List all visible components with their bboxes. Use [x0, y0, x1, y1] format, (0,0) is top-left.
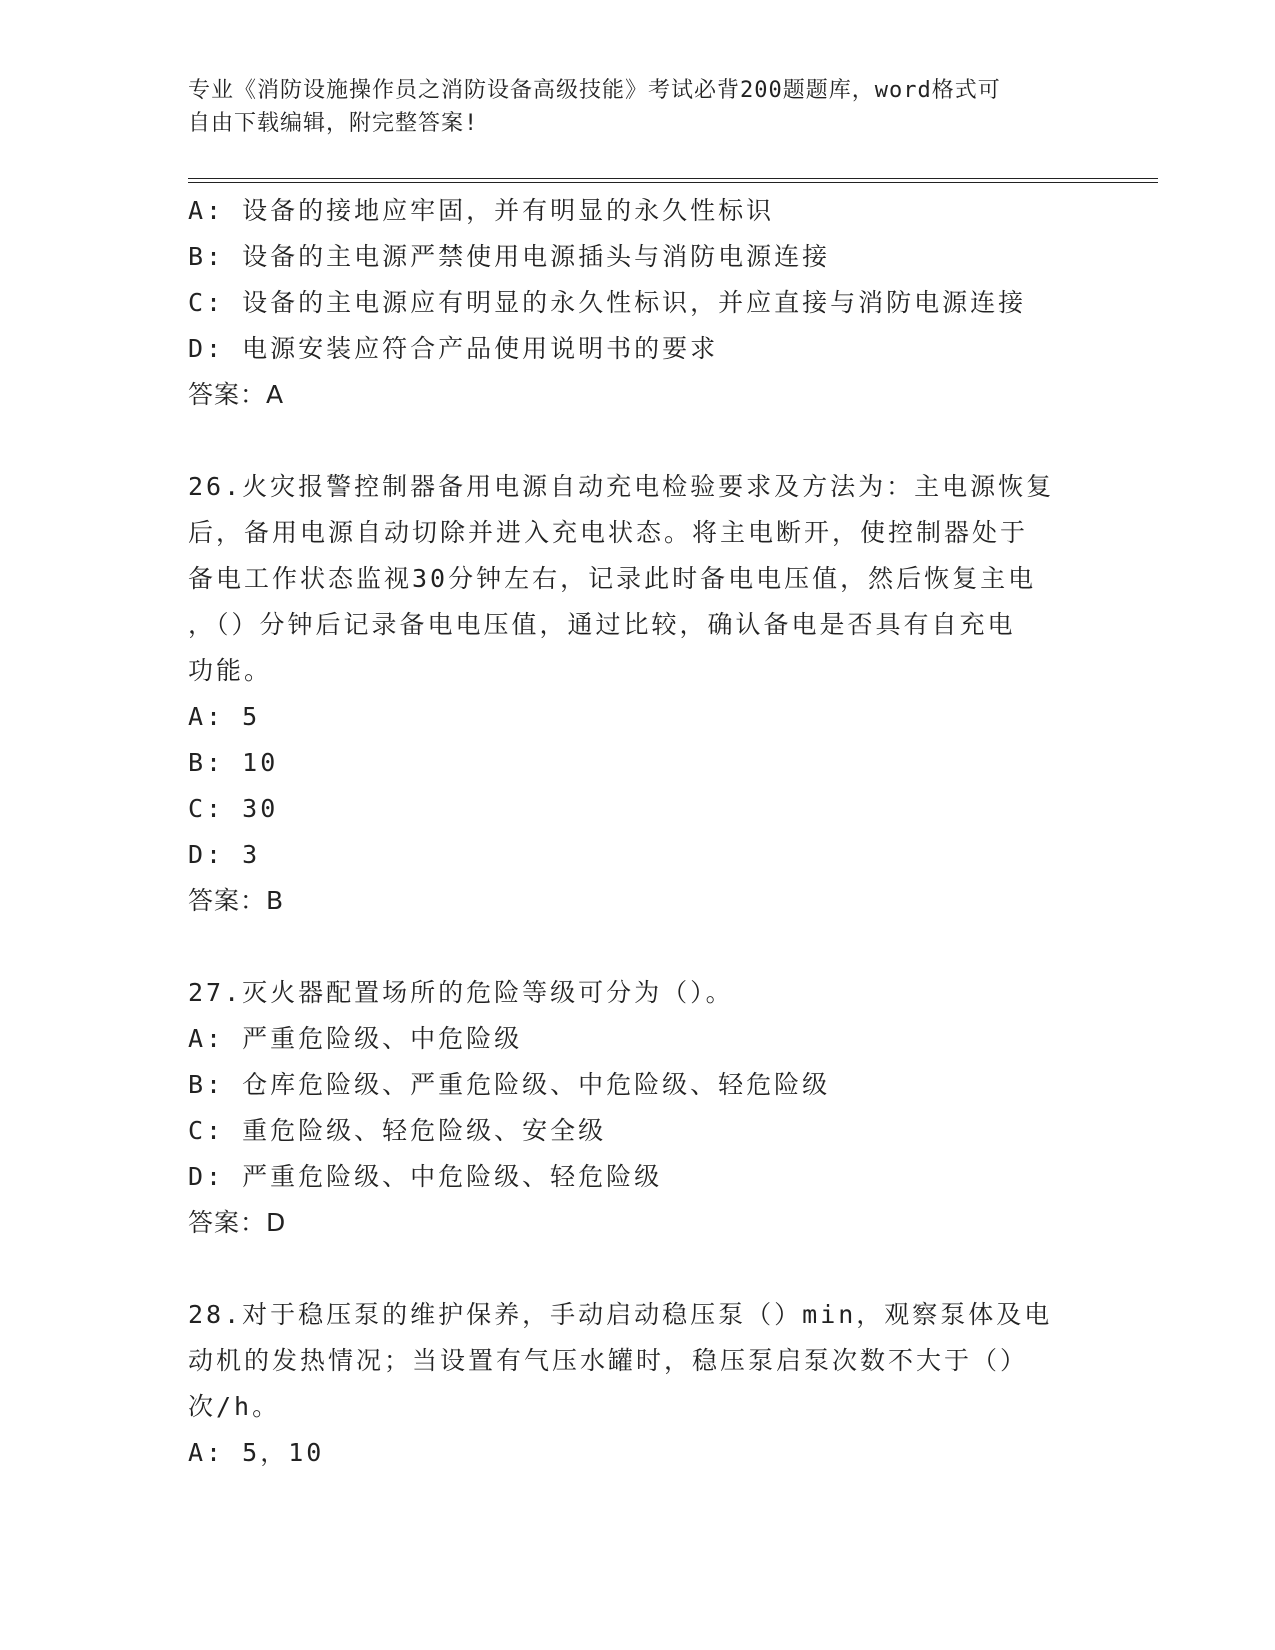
spacer [188, 924, 1088, 970]
answer-label: 答案：D [188, 1208, 287, 1237]
question-stem-line: 26.火灾报警控制器备用电源自动充电检验要求及方法为：主电源恢复 [188, 472, 1055, 501]
option-a: A: 5 [188, 702, 261, 731]
question-stem-line: 动机的发热情况；当设置有气压水罐时，稳压泵启泵次数不大于（） [188, 1346, 1029, 1375]
option-d: D: 电源安装应符合产品使用说明书的要求 [188, 334, 719, 363]
option-a: A: 设备的接地应牢固，并有明显的永久性标识 [188, 196, 775, 225]
question-stem-line: 27.灭火器配置场所的危险等级可分为（）。 [188, 978, 734, 1007]
header-line-1: 专业《消防设施操作员之消防设备高级技能》考试必背200题题库，word格式可 [188, 78, 1001, 103]
question-list [188, 188, 1088, 1476]
document-header [188, 74, 1068, 140]
question-stem-line: 次/h。 [188, 1392, 281, 1421]
header-line-2: 自由下载编辑，附完整答案! [188, 111, 479, 136]
question-stem-line: 28.对于稳压泵的维护保养，手动启动稳压泵（）min，观察泵体及电 [188, 1300, 1053, 1329]
question-stem-line: 备电工作状态监视30分钟左右，记录此时备电电压值，然后恢复主电 [188, 564, 1037, 593]
question-27 [188, 970, 1088, 1246]
spacer [188, 1246, 1088, 1292]
question-stem-line: 功能。 [188, 656, 273, 685]
option-d: D: 3 [188, 840, 261, 869]
question-stem-line: ，（）分钟后记录备电电压值，通过比较，确认备电是否具有自充电 [188, 610, 1016, 639]
question-25 [188, 188, 1088, 418]
spacer [188, 418, 1088, 464]
option-b: B: 10 [188, 748, 279, 777]
question-26 [188, 464, 1088, 924]
option-a: A: 严重危险级、中危险级 [188, 1024, 523, 1053]
option-b: B: 仓库危险级、严重危险级、中危险级、轻危险级 [188, 1070, 831, 1099]
option-c: C: 设备的主电源应有明显的永久性标识，并应直接与消防电源连接 [188, 288, 1027, 317]
option-b: B: 设备的主电源严禁使用电源插头与消防电源连接 [188, 242, 831, 271]
option-c: C: 30 [188, 794, 279, 823]
question-28 [188, 1292, 1088, 1476]
option-c: C: 重危险级、轻危险级、安全级 [188, 1116, 607, 1145]
option-d: D: 严重危险级、中危险级、轻危险级 [188, 1162, 663, 1191]
option-a: A: 5，10 [188, 1438, 325, 1467]
answer-label: 答案：B [188, 886, 285, 915]
answer-label: 答案：A [188, 380, 285, 409]
header-divider [188, 178, 1158, 183]
question-stem-line: 后，备用电源自动切除并进入充电状态。将主电断开，使控制器处于 [188, 518, 1029, 547]
